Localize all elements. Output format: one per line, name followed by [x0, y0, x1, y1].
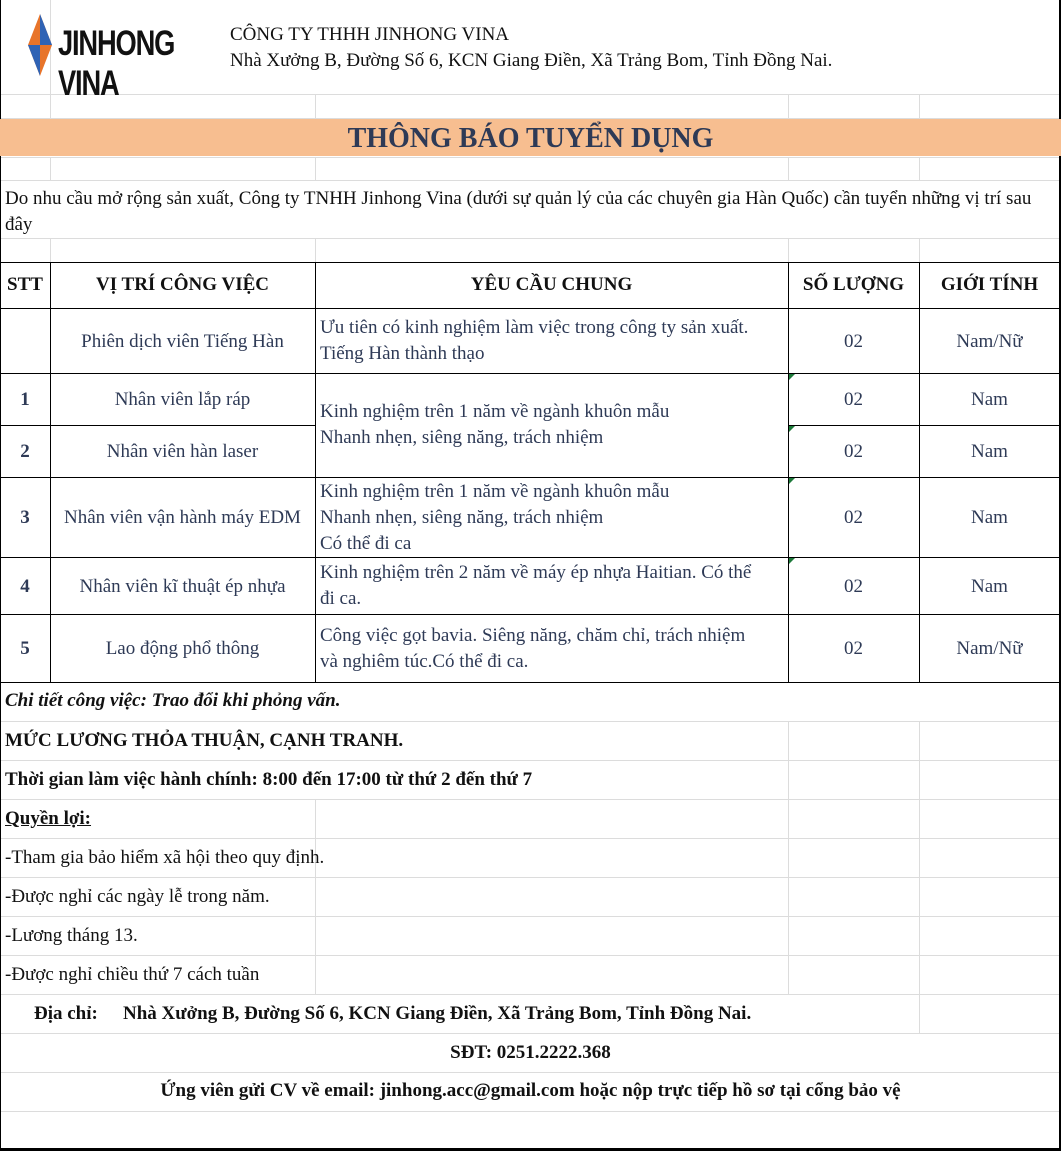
row-stt: 5	[20, 638, 30, 659]
row-requirement: đi ca.	[320, 588, 362, 609]
page-title: THÔNG BÁO TUYỂN DỤNG	[347, 123, 714, 154]
address-label: Địa chỉ:	[34, 1003, 98, 1024]
table-border	[0, 262, 1061, 263]
table-border	[788, 262, 789, 683]
table-border	[50, 262, 51, 683]
gridline	[0, 799, 1061, 800]
gridline	[0, 760, 1061, 761]
row-requirement: Kinh nghiệm trên 1 năm về ngành khuôn mẫu	[320, 481, 670, 502]
header-quantity: SỐ LƯỢNG	[802, 274, 905, 295]
row-position: Nhân viên kĩ thuật ép nhựa	[79, 576, 286, 597]
gridline	[315, 94, 316, 119]
salary-note: MỨC LƯƠNG THỎA THUẬN, CẠNH TRANH.	[5, 730, 404, 751]
row-quantity: 02	[844, 331, 863, 352]
gridline	[919, 157, 920, 181]
table-border	[0, 308, 1061, 309]
table-border	[788, 425, 1061, 426]
row-stt: 3	[20, 507, 30, 528]
gridline	[315, 799, 316, 994]
gridline	[0, 994, 1061, 995]
header-gender: GIỚI TÍNH	[940, 274, 1039, 295]
gridline	[50, 238, 51, 262]
row-requirement: Nhanh nhẹn, siêng năng, trách nhiệm	[320, 507, 604, 528]
gridline	[788, 238, 789, 262]
header-requirements: YÊU CẦU CHUNG	[470, 274, 633, 295]
gridline	[919, 94, 920, 119]
gridline	[788, 94, 789, 119]
row-gender: Nam	[971, 389, 1008, 410]
comment-marker	[789, 558, 795, 564]
benefit-item: -Lương tháng 13.	[5, 925, 138, 946]
benefits-title: Quyền lợi:	[5, 808, 92, 829]
gridline	[0, 1111, 1061, 1112]
table-border	[0, 557, 1061, 558]
gridline	[315, 157, 316, 181]
row-gender: Nam	[971, 507, 1008, 528]
phone-number: SĐT: 0251.2222.368	[450, 1042, 611, 1063]
row-requirement: Ưu tiên có kinh nghiệm làm việc trong công ty sản xuất.	[320, 317, 749, 338]
benefit-item: -Tham gia bảo hiểm xã hội theo quy định.	[5, 847, 325, 868]
comment-marker	[789, 478, 795, 484]
job-details-note: Chi tiết công việc: Trao đổi khi phỏng vấn.	[5, 690, 341, 711]
gridline	[0, 955, 1061, 956]
row-requirement: Nhanh nhẹn, siêng năng, trách nhiệm	[320, 427, 604, 448]
address-value: Nhà Xưởng B, Đường Số 6, KCN Giang Điền, Xã Trảng Bom, Tỉnh Đồng Nai.	[123, 1003, 752, 1024]
table-border	[0, 682, 1061, 683]
table-border	[0, 373, 1061, 374]
table-border	[0, 614, 1061, 615]
company-logo	[26, 12, 226, 103]
gridline	[0, 1033, 1061, 1034]
row-gender: Nam	[971, 441, 1008, 462]
row-requirement: và nghiêm túc.Có thể đi ca.	[320, 651, 529, 672]
comment-marker	[789, 374, 795, 380]
row-position: Lao động phổ thông	[105, 638, 260, 659]
row-stt: 1	[20, 389, 30, 410]
gridline	[0, 238, 1061, 239]
table-border	[0, 425, 315, 426]
row-position: Nhân viên lắp ráp	[114, 389, 251, 410]
row-requirement: Kinh nghiệm trên 1 năm về ngành khuôn mẫu	[320, 401, 670, 422]
row-gender: Nam/Nữ	[956, 638, 1023, 659]
gridline	[0, 180, 1061, 181]
row-quantity: 02	[844, 507, 863, 528]
row-quantity: 02	[844, 389, 863, 410]
row-requirement: Công việc gọt bavia. Siêng năng, chăm chỉ, trách nhiệm	[320, 625, 746, 646]
benefit-item: -Được nghỉ các ngày lễ trong năm.	[5, 886, 270, 907]
logo-text: JINHONG VINA	[58, 24, 175, 103]
gridline	[788, 157, 789, 181]
table-border	[0, 477, 1061, 478]
table-border	[919, 262, 920, 683]
header-stt: STT	[7, 274, 43, 295]
row-position: Nhân viên hàn laser	[106, 441, 259, 462]
table-border	[315, 262, 316, 683]
logo-diamond-icon	[26, 12, 56, 78]
header-position: VỊ TRÍ CÔNG VIỆC	[96, 274, 269, 295]
company-address: Nhà Xưởng B, Đường Số 6, KCN Giang Điền, Xã Trảng Bom, Tỉnh Đồng Nai.	[230, 50, 833, 71]
row-stt: 4	[20, 576, 30, 597]
row-quantity: 02	[844, 576, 863, 597]
benefit-item: -Được nghỉ chiều thứ 7 cách tuần	[5, 964, 260, 985]
row-gender: Nam	[971, 576, 1008, 597]
gridline	[0, 838, 1061, 839]
row-requirement: Có thể đi ca	[320, 533, 412, 554]
row-requirement: Tiếng Hàn thành thạo	[320, 343, 485, 364]
gridline	[315, 238, 316, 262]
row-quantity: 02	[844, 441, 863, 462]
gridline	[0, 877, 1061, 878]
row-stt: 2	[20, 441, 30, 462]
gridline	[0, 721, 1061, 722]
row-position: Nhân viên vận hành máy EDM	[64, 507, 301, 528]
work-time: Thời gian làm việc hành chính: 8:00 đến 17:00 từ thứ 2 đến thứ 7	[5, 769, 533, 790]
company-name: CÔNG TY THHH JINHONG VINA	[230, 24, 510, 45]
row-quantity: 02	[844, 638, 863, 659]
gridline	[50, 157, 51, 181]
row-gender: Nam/Nữ	[956, 331, 1023, 352]
apply-instructions: Ứng viên gửi CV về email: jinhong.acc@gmail.com hoặc nộp trực tiếp hồ sơ tại cổng bảo vệ	[160, 1080, 901, 1101]
intro-paragraph: Do nhu cầu mở rộng sản xuất, Công ty TNHH Jinhong Vina (dưới sự quản lý của các chuyên gia Hàn Quốc) cần tuyển những vị trí sau đây	[5, 188, 1032, 235]
gridline	[919, 721, 920, 1033]
row-position: Phiên dịch viên Tiếng Hàn	[81, 331, 284, 352]
gridline	[0, 1072, 1061, 1073]
gridline	[919, 238, 920, 262]
row-requirement: Kinh nghiệm trên 2 năm về máy ép nhựa Haitian. Có thể	[320, 562, 752, 583]
gridline	[0, 916, 1061, 917]
comment-marker	[789, 426, 795, 432]
gridline	[788, 721, 789, 994]
